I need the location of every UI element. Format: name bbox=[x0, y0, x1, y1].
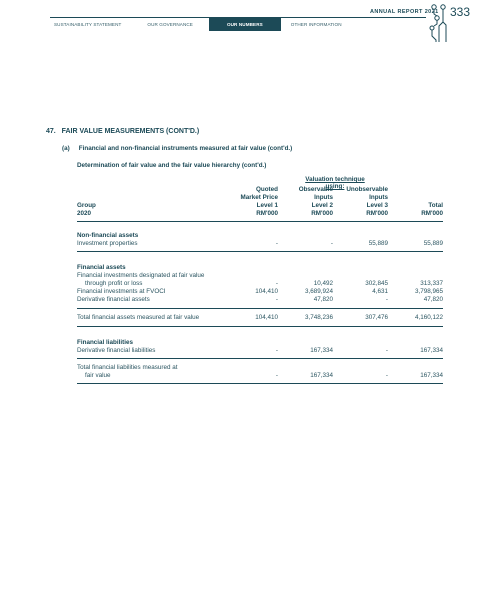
divider bbox=[77, 326, 443, 327]
table-row: Investment properties - - 55,889 55,889 bbox=[77, 240, 443, 247]
liab-total-label-line1: Total financial liabilities measured at bbox=[77, 364, 178, 371]
nav-our-numbers[interactable]: OUR NUMBERS bbox=[209, 18, 281, 31]
subsection-a-label: (a) bbox=[62, 145, 70, 152]
col-level2-header: Observable Inputs Level 2 RM'000 bbox=[298, 186, 333, 217]
year-label: 2020 bbox=[77, 210, 92, 217]
col-level3-header: Unobservable Inputs Level 3 RM'000 bbox=[346, 186, 388, 217]
nav-other-info[interactable]: OTHER INFORMATION bbox=[290, 22, 342, 27]
table-row-total: fair value - 167,334 - 167,334 bbox=[85, 372, 443, 379]
table-row: Financial investments at FVOCI 104,410 3,689,924 4,631 3,798,965 bbox=[77, 288, 443, 295]
valuation-technique-heading: Valuation technique using: bbox=[305, 176, 365, 190]
divider bbox=[77, 383, 443, 384]
table-row-total: Total financial assets measured at fair value 104,410 3,748,236 307,476 4,160,122 bbox=[77, 314, 443, 321]
table-row: Derivative financial liabilities - 167,334 - 167,334 bbox=[77, 347, 443, 354]
subsection-a bbox=[62, 145, 292, 152]
fin-row1-label-line1: Financial investments designated at fair value bbox=[77, 272, 205, 279]
table-row: through profit or loss - 10,492 302,845 313,337 bbox=[85, 280, 443, 287]
divider bbox=[77, 251, 443, 252]
report-title: ANNUAL REPORT 2021 bbox=[370, 9, 439, 15]
col-total-header: Total RM'000 bbox=[421, 202, 443, 217]
nav-governance[interactable]: OUR GOVERNANCE bbox=[147, 22, 193, 27]
liab-section-title: Financial liabilities bbox=[77, 339, 133, 346]
divider bbox=[77, 308, 443, 309]
table-row: Derivative financial assets - 47,820 - 47,820 bbox=[77, 296, 443, 303]
header-bottom-rule bbox=[77, 221, 443, 222]
divider bbox=[77, 358, 443, 359]
circuit-icon bbox=[428, 2, 450, 44]
subsection-b-title: Determination of fair value and the fair value hierarchy (cont'd.) bbox=[77, 162, 267, 169]
section-nav bbox=[50, 18, 350, 31]
fin-section-title: Financial assets bbox=[77, 264, 126, 271]
nonfin-section-title: Non-financial assets bbox=[77, 232, 139, 239]
col-level1-header: Quoted Market Price Level 1 RM'000 bbox=[240, 186, 278, 217]
page-number: 333 bbox=[450, 5, 471, 19]
group-label: Group bbox=[77, 202, 96, 209]
subsection-a-title: Financial and non-financial instruments measured at fair value (cont'd.) bbox=[78, 145, 293, 152]
nav-sustainability[interactable]: SUSTAINABILITY STATEMENT bbox=[54, 22, 122, 27]
note-title: 47. FAIR VALUE MEASUREMENTS (CONT'D.) bbox=[46, 128, 200, 135]
